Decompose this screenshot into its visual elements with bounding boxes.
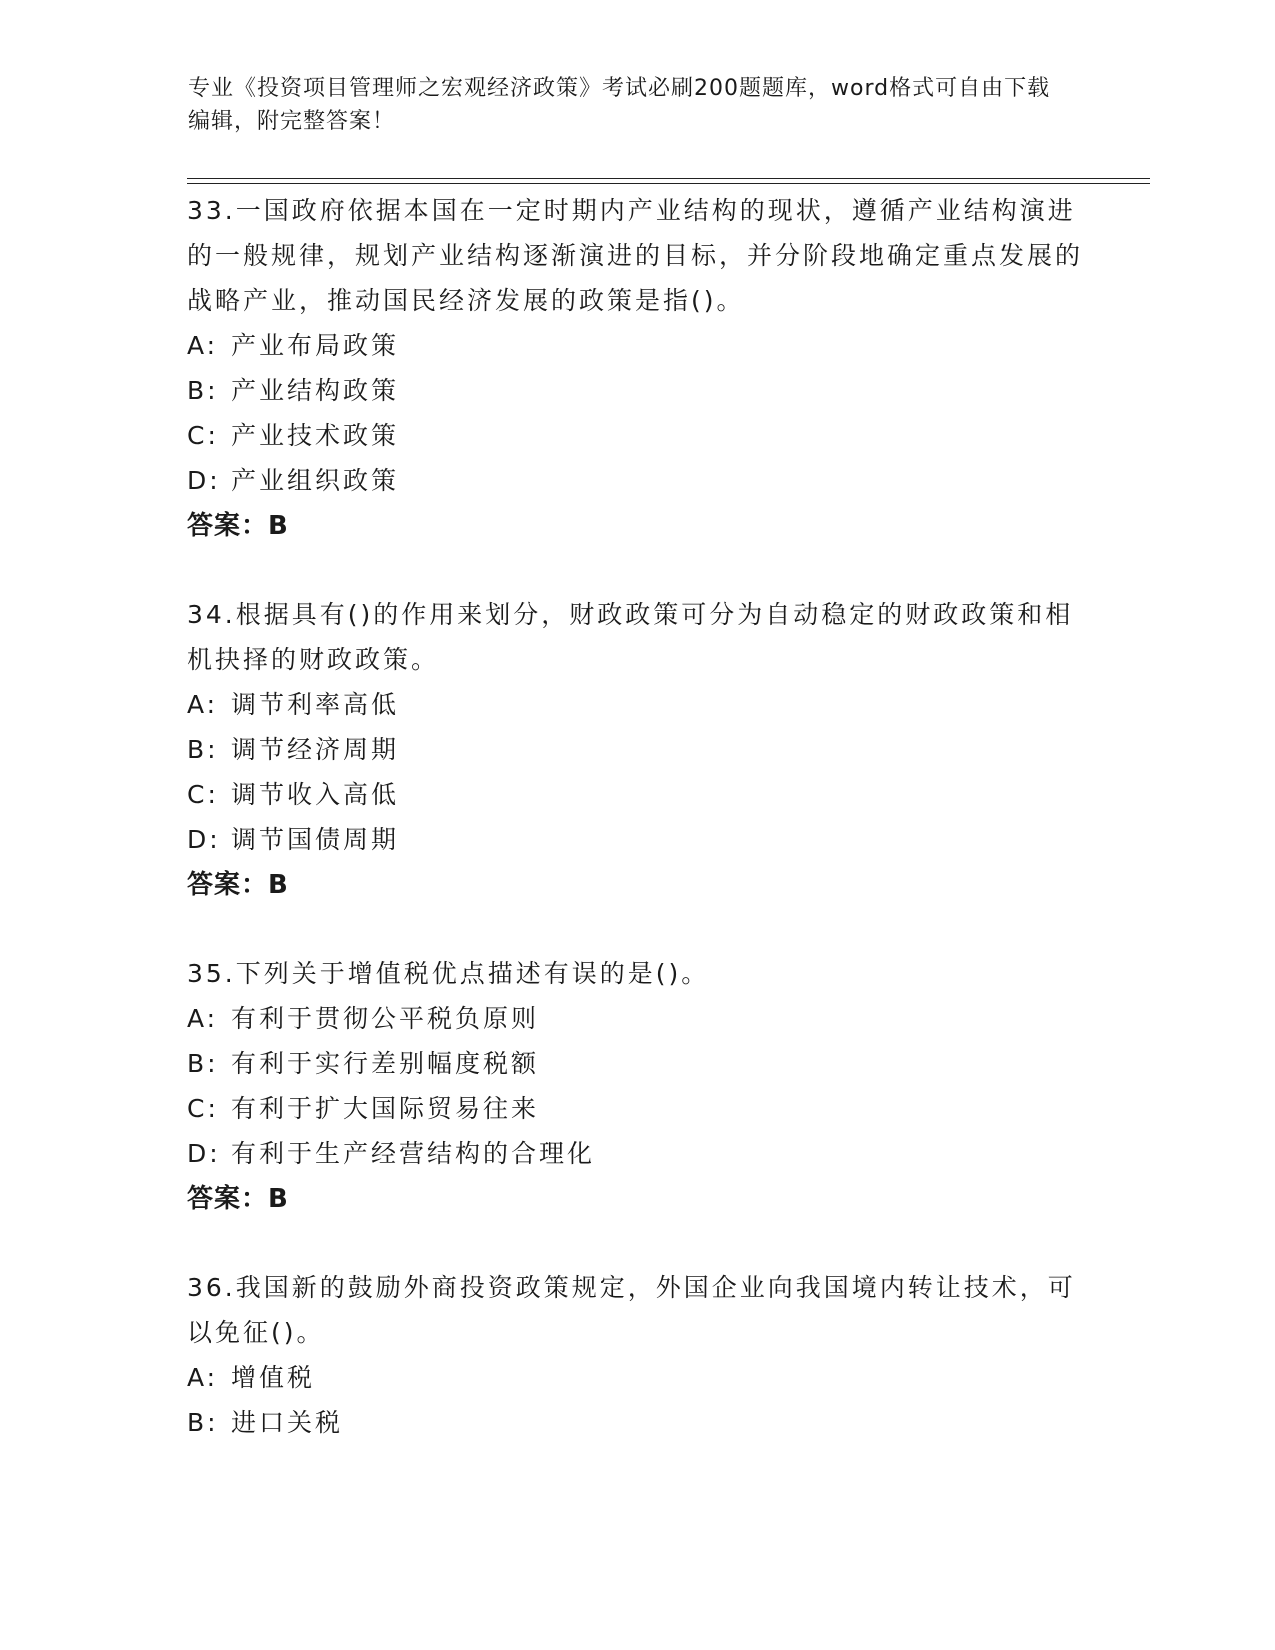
question-list — [187, 188, 1087, 1488]
document-header: 专业《投资项目管理师之宏观经济政策》考试必刷200题题库，word格式可自由下载编辑，附完整答案！ — [188, 76, 1051, 134]
option-c — [187, 772, 1087, 817]
option-text: 产业组织政策 — [231, 466, 400, 495]
option-d — [187, 817, 1087, 862]
option-b — [187, 727, 1087, 772]
question-stem: 34.根据具有()的作用来划分，财政政策可分为自动稳定的财政政策和相机抉择的财政政策。 — [187, 600, 1074, 674]
option-letter: C: — [187, 1094, 219, 1123]
option-text: 调节国债周期 — [231, 825, 400, 854]
option-text: 进口关税 — [231, 1408, 344, 1437]
option-text: 有利于贯彻公平税负原则 — [231, 1004, 540, 1033]
option-text: 调节收入高低 — [231, 780, 400, 809]
answer-label: 答案：B — [187, 1184, 289, 1214]
option-b — [187, 368, 1087, 413]
question-36 — [187, 1265, 1087, 1445]
option-letter: A: — [187, 690, 219, 719]
option-text: 有利于扩大国际贸易往来 — [231, 1094, 540, 1123]
header-divider-line — [187, 183, 1150, 184]
option-text: 增值税 — [231, 1363, 316, 1392]
option-letter: C: — [187, 421, 219, 450]
option-c — [187, 413, 1087, 458]
option-text: 调节经济周期 — [231, 735, 400, 764]
option-text: 有利于实行差别幅度税额 — [231, 1049, 540, 1078]
option-d — [187, 1131, 1087, 1176]
option-letter: D: — [187, 1139, 221, 1168]
option-b — [187, 1041, 1087, 1086]
option-letter: B: — [187, 376, 219, 405]
header-divider-line — [187, 178, 1150, 179]
question-33 — [187, 188, 1087, 549]
option-a — [187, 682, 1087, 727]
option-letter: B: — [187, 1408, 219, 1437]
option-text: 有利于生产经营结构的合理化 — [231, 1139, 596, 1168]
question-stem: 33.一国政府依据本国在一定时期内产业结构的现状，遵循产业结构演进的一般规律，规划产业结构逐渐演进的目标，并分阶段地确定重点发展的战略产业，推动国民经济发展的政策是指()。 — [187, 196, 1084, 315]
option-d — [187, 458, 1087, 503]
option-text: 产业布局政策 — [231, 331, 400, 360]
option-letter: A: — [187, 1004, 219, 1033]
question-stem: 35.下列关于增值税优点描述有误的是()。 — [187, 959, 710, 988]
option-letter: A: — [187, 331, 219, 360]
option-a — [187, 323, 1087, 368]
question-34 — [187, 592, 1087, 908]
option-text: 产业技术政策 — [231, 421, 400, 450]
option-letter: B: — [187, 735, 219, 764]
option-letter: A: — [187, 1363, 219, 1392]
option-letter: D: — [187, 466, 221, 495]
option-letter: C: — [187, 780, 219, 809]
option-text: 调节利率高低 — [231, 690, 400, 719]
option-text: 产业结构政策 — [231, 376, 400, 405]
option-letter: D: — [187, 825, 221, 854]
question-stem: 36.我国新的鼓励外商投资政策规定，外国企业向我国境内转让技术，可以免征()。 — [187, 1273, 1076, 1347]
answer-label: 答案：B — [187, 511, 289, 541]
answer-label: 答案：B — [187, 870, 289, 900]
option-c — [187, 1086, 1087, 1131]
question-35 — [187, 951, 1087, 1222]
option-b — [187, 1400, 1087, 1445]
option-a — [187, 996, 1087, 1041]
option-letter: B: — [187, 1049, 219, 1078]
option-a — [187, 1355, 1087, 1400]
